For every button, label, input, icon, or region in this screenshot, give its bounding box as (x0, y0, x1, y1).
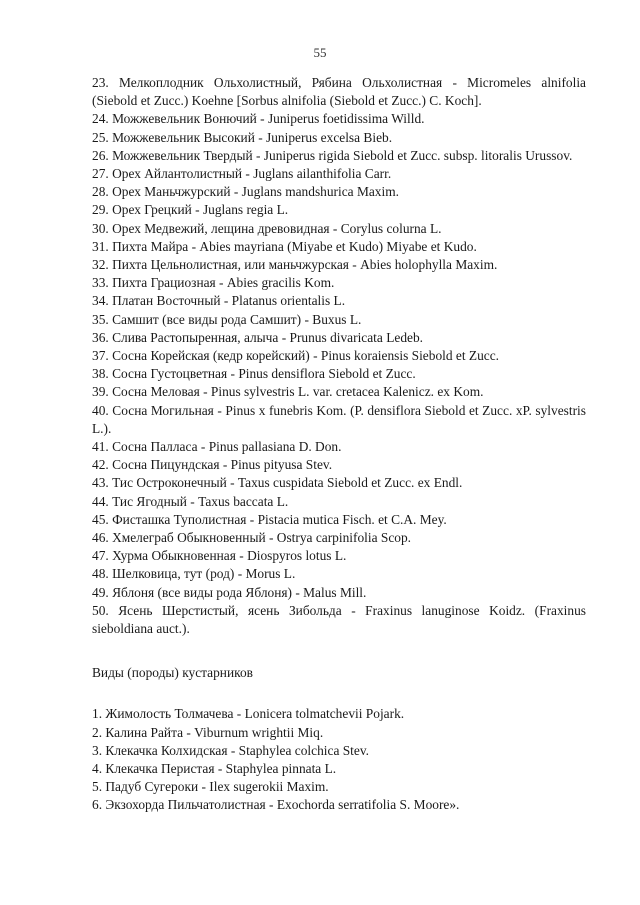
list-item: 6. Экзохорда Пильчатолистная - Exochorda serratifolia S. Moore». (92, 797, 460, 813)
list-item: 27. Орех Айлантолистный - Juglans ailanthifolia Carr. (92, 166, 392, 182)
shrub-species-list (92, 705, 586, 814)
list-item: 42. Сосна Пицундская - Pinus pityusa Stev. (92, 457, 333, 473)
list-item: 39. Сосна Меловая - Pinus sylvestris L. var. cretacea Kalenicz. ex Kom. (92, 384, 484, 400)
document-body (92, 74, 586, 815)
list-item: 34. Платан Восточный - Platanus orientalis L. (92, 293, 346, 309)
list-item: 46. Хмелеграб Обыкновенный - Ostrya carpinifolia Scop. (92, 530, 412, 546)
list-item: 36. Слива Растопыренная, алыча - Prunus divaricata Ledeb. (92, 329, 423, 345)
list-item: 44. Тис Ягодный - Taxus baccata L. (92, 493, 289, 509)
list-item: 43. Тис Остроконечный - Taxus cuspidata Siebold et Zucc. ex Endl. (92, 475, 463, 491)
list-item: 33. Пихта Грациозная - Abies gracilis Kom. (92, 275, 335, 291)
list-item: 1. Жимолость Толмачева - Lonicera tolmatchevii Pojark. (92, 706, 405, 722)
list-item: 48. Шелковица, тут (род) - Morus L. (92, 566, 296, 582)
list-item: 2. Калина Райта - Viburnum wrightii Miq. (92, 724, 324, 740)
list-item: 31. Пихта Майра - Abies mayriana (Miyabe et Kudo) Miyabe et Kudo. (92, 238, 477, 254)
list-item: 30. Орех Медвежий, лещина древовидная - Corylus colurna L. (92, 220, 442, 236)
tree-species-list (92, 74, 586, 638)
list-item: 32. Пихта Цельнолистная, или маньчжурская - Abies holophylla Maxim. (92, 257, 498, 273)
list-item: 26. Можжевельник Твердый - Juniperus rigida Siebold et Zucc. subsp. litoralis Urussov. (92, 147, 573, 163)
list-item: 24. Можжевельник Вонючий - Juniperus foetidissima Willd. (92, 111, 425, 127)
list-item: 41. Сосна Палласа - Pinus pallasiana D. Don. (92, 439, 342, 455)
list-item: 49. Яблоня (все виды рода Яблоня) - Malus Mill. (92, 584, 367, 600)
list-item: 37. Сосна Корейская (кедр корейский) - Pinus koraiensis Siebold et Zucc. (92, 348, 500, 364)
list-item: 5. Падуб Сугероки - Ilex sugerokii Maxim. (92, 779, 329, 795)
list-item: 47. Хурма Обыкновенная - Diospyros lotus L. (92, 548, 347, 564)
list-item: 45. Фисташка Туполистная - Pistacia mutica Fisch. et C.A. Mey. (92, 511, 447, 527)
list-item: 38. Сосна Густоцветная - Pinus densiflora Siebold et Zucc. (92, 366, 416, 382)
list-item: 28. Орех Маньчжурский - Juglans mandshurica Maxim. (92, 184, 399, 200)
list-item: 23. Мелкоплодник Ольхолистный, Рябина Ольхолистная - Micromeles alnifolia (Siebold et Zucc.) Koehne [Sorbus alnifolia (Siebold et Zucc.) C. Koch]. (92, 75, 586, 109)
section-heading: Виды (породы) кустарников (92, 665, 253, 681)
list-item: 40. Сосна Могильная - Pinus x funebris Kom. (P. densiflora Siebold et Zucc. xP. sylvestris L.). (92, 402, 586, 436)
list-item: 35. Самшит (все виды рода Самшит) - Buxus L. (92, 311, 362, 327)
list-item: 50. Ясень Шерстистый, ясень Зибольда - Fraxinus lanuginose Koidz. (Fraxinus sieboldiana auct.). (92, 602, 586, 637)
list-item: 3. Клекачка Колхидская - Staphylea colchica Stev. (92, 742, 370, 758)
list-item: 25. Можжевельник Высокий - Juniperus excelsa Bieb. (92, 129, 393, 145)
list-item: 29. Орех Грецкий - Juglans regia L. (92, 202, 289, 218)
list-item: 4. Клекачка Перистая - Staphylea pinnata L. (92, 760, 337, 776)
page-number: 55 (313, 45, 327, 60)
